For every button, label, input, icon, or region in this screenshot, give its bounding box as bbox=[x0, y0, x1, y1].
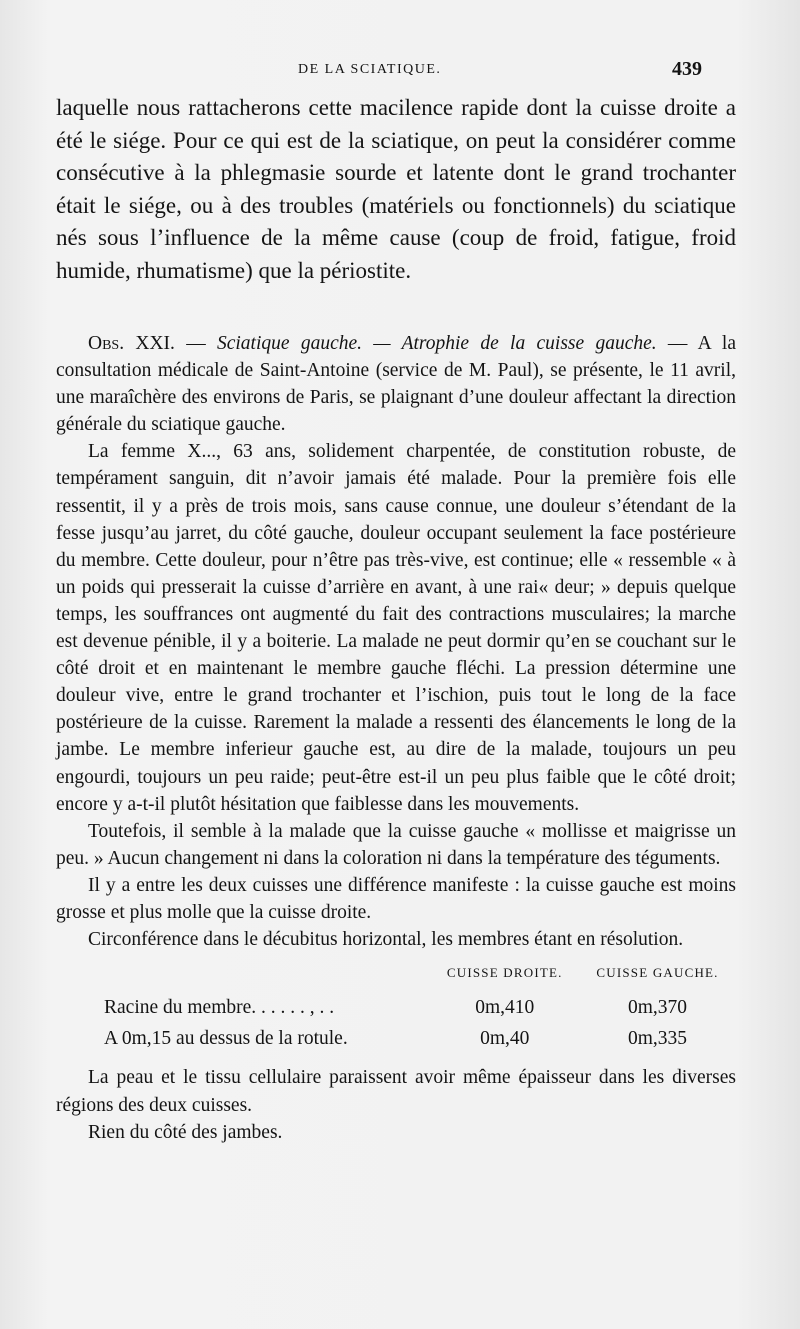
table-row bbox=[56, 992, 736, 1023]
observation-opening: A la consultation médicale de Saint-Antoine (service de M. Paul), se présente, le 11 avril, une maraîchère des environs de Paris, se plaignant d’une douleur affectant la direction générale du sciatique gauche. bbox=[56, 333, 737, 436]
table-header-row bbox=[56, 959, 736, 992]
running-title: DE LA SCIATIQUE. bbox=[298, 62, 442, 77]
observation-paragraph: Obs. XXI. — Sciatique gauche. — Atrophie de la cuisse gauche. — A la consultation médicale de Saint-Antoine (service de M. Paul), se présente, le 11 avril, une maraîchère des environs de Paris, se plaignant d’une douleur affectant la direction générale du sciatique gauche. bbox=[56, 333, 737, 436]
table-header-left-thigh: CUISSE GAUCHE. bbox=[596, 965, 719, 981]
observation-title: Sciatique gauche. — Atrophie de la cuisse gauche. bbox=[216, 333, 657, 354]
page-number: 439 bbox=[672, 58, 702, 80]
body-paragraph: Circonférence dans le décubitus horizontal, les membres étant en résolution. bbox=[88, 929, 684, 951]
intro-text bbox=[56, 92, 736, 288]
running-head bbox=[0, 58, 800, 86]
measurement-table bbox=[56, 959, 736, 1054]
observation-text bbox=[56, 330, 736, 1146]
row-label: A 0m,15 au dessus de la rotule. bbox=[104, 1028, 348, 1050]
right-thigh-value: 0m,410 bbox=[475, 997, 535, 1019]
intro-paragraph: laquelle nous rattacherons cette macilence rapide dont la cuisse droite a été le siége. Pour ce qui est de la sciatique, on peut la considérer comme consécutive à la phlegmasie sourde et latente dont le grand trochanter était le siége, ou à des troubles (matériels ou fonctionnels) du sciatique nés sous l’influence de la même cause (coup de froid, fatigue, froid humide, rhumatisme) que la périostite. bbox=[56, 95, 736, 283]
body-paragraph: Toutefois, il semble à la malade que la cuisse gauche « mollisse et maigrisse un peu. » Aucun changement ni dans la coloration ni dans la température des téguments. bbox=[56, 820, 736, 869]
closing-paragraph: La peau et le tissu cellulaire paraissent avoir même épaisseur dans les diverses régions des deux cuisses. bbox=[56, 1067, 736, 1116]
left-thigh-value: 0m,335 bbox=[627, 1028, 688, 1050]
body-paragraph: Il y a entre les deux cuisses une différence manifeste : la cuisse gauche est moins grosse et plus molle que la cuisse droite. bbox=[56, 874, 736, 923]
table-header bbox=[56, 959, 430, 992]
observation-label: Obs. XXI. bbox=[88, 333, 175, 354]
left-thigh-value: 0m,370 bbox=[627, 997, 688, 1019]
table-row bbox=[56, 1023, 736, 1054]
table-header-right-thigh: CUISSE DROITE. bbox=[446, 965, 563, 981]
closing-paragraph: Rien du côté des jambes. bbox=[88, 1121, 283, 1143]
body-paragraph: La femme X..., 63 ans, solidement charpentée, de constitution robuste, de tempérament sanguin, dit n’avoir jamais été malade. Pour la première fois elle ressentit, il y a près de trois mois, sans cause connue, une douleur s’étendant de la fesse jusqu’au jarret, du côté gauche, douleur occupant seulement la face postérieure du membre. Cette douleur, pour n’être pas très-vive, est continue; elle « ressemble « à un poids qui presserait la cuisse d’arrière en avant, à une rai« deur; » depuis quelque temps, les souffrances ont augmenté du fait des contractions musculaires; la marche est devenue pénible, il y a boiterie. La malade ne peut dormir qu’en se couchant sur le côté droit et en maintenant le membre gauche fléchi. La pression détermine une douleur vive, entre le grand trochanter et l’ischion, puis tout le long de la face postérieure de la cuisse. Rarement la malade a ressenti des élancements le long de la jambe. Le membre inferieur gauche est, au dire de la malade, toujours un peu engourdi, toujours un peu raide; peut-être est-il un peu plus faible que le côté droit; encore y a-t-il plutôt hésitation que faiblesse dans les mouvements. bbox=[56, 441, 736, 815]
right-thigh-value: 0m,40 bbox=[480, 1028, 530, 1050]
row-label: Racine du membre. . . . . . , . . bbox=[104, 997, 335, 1019]
